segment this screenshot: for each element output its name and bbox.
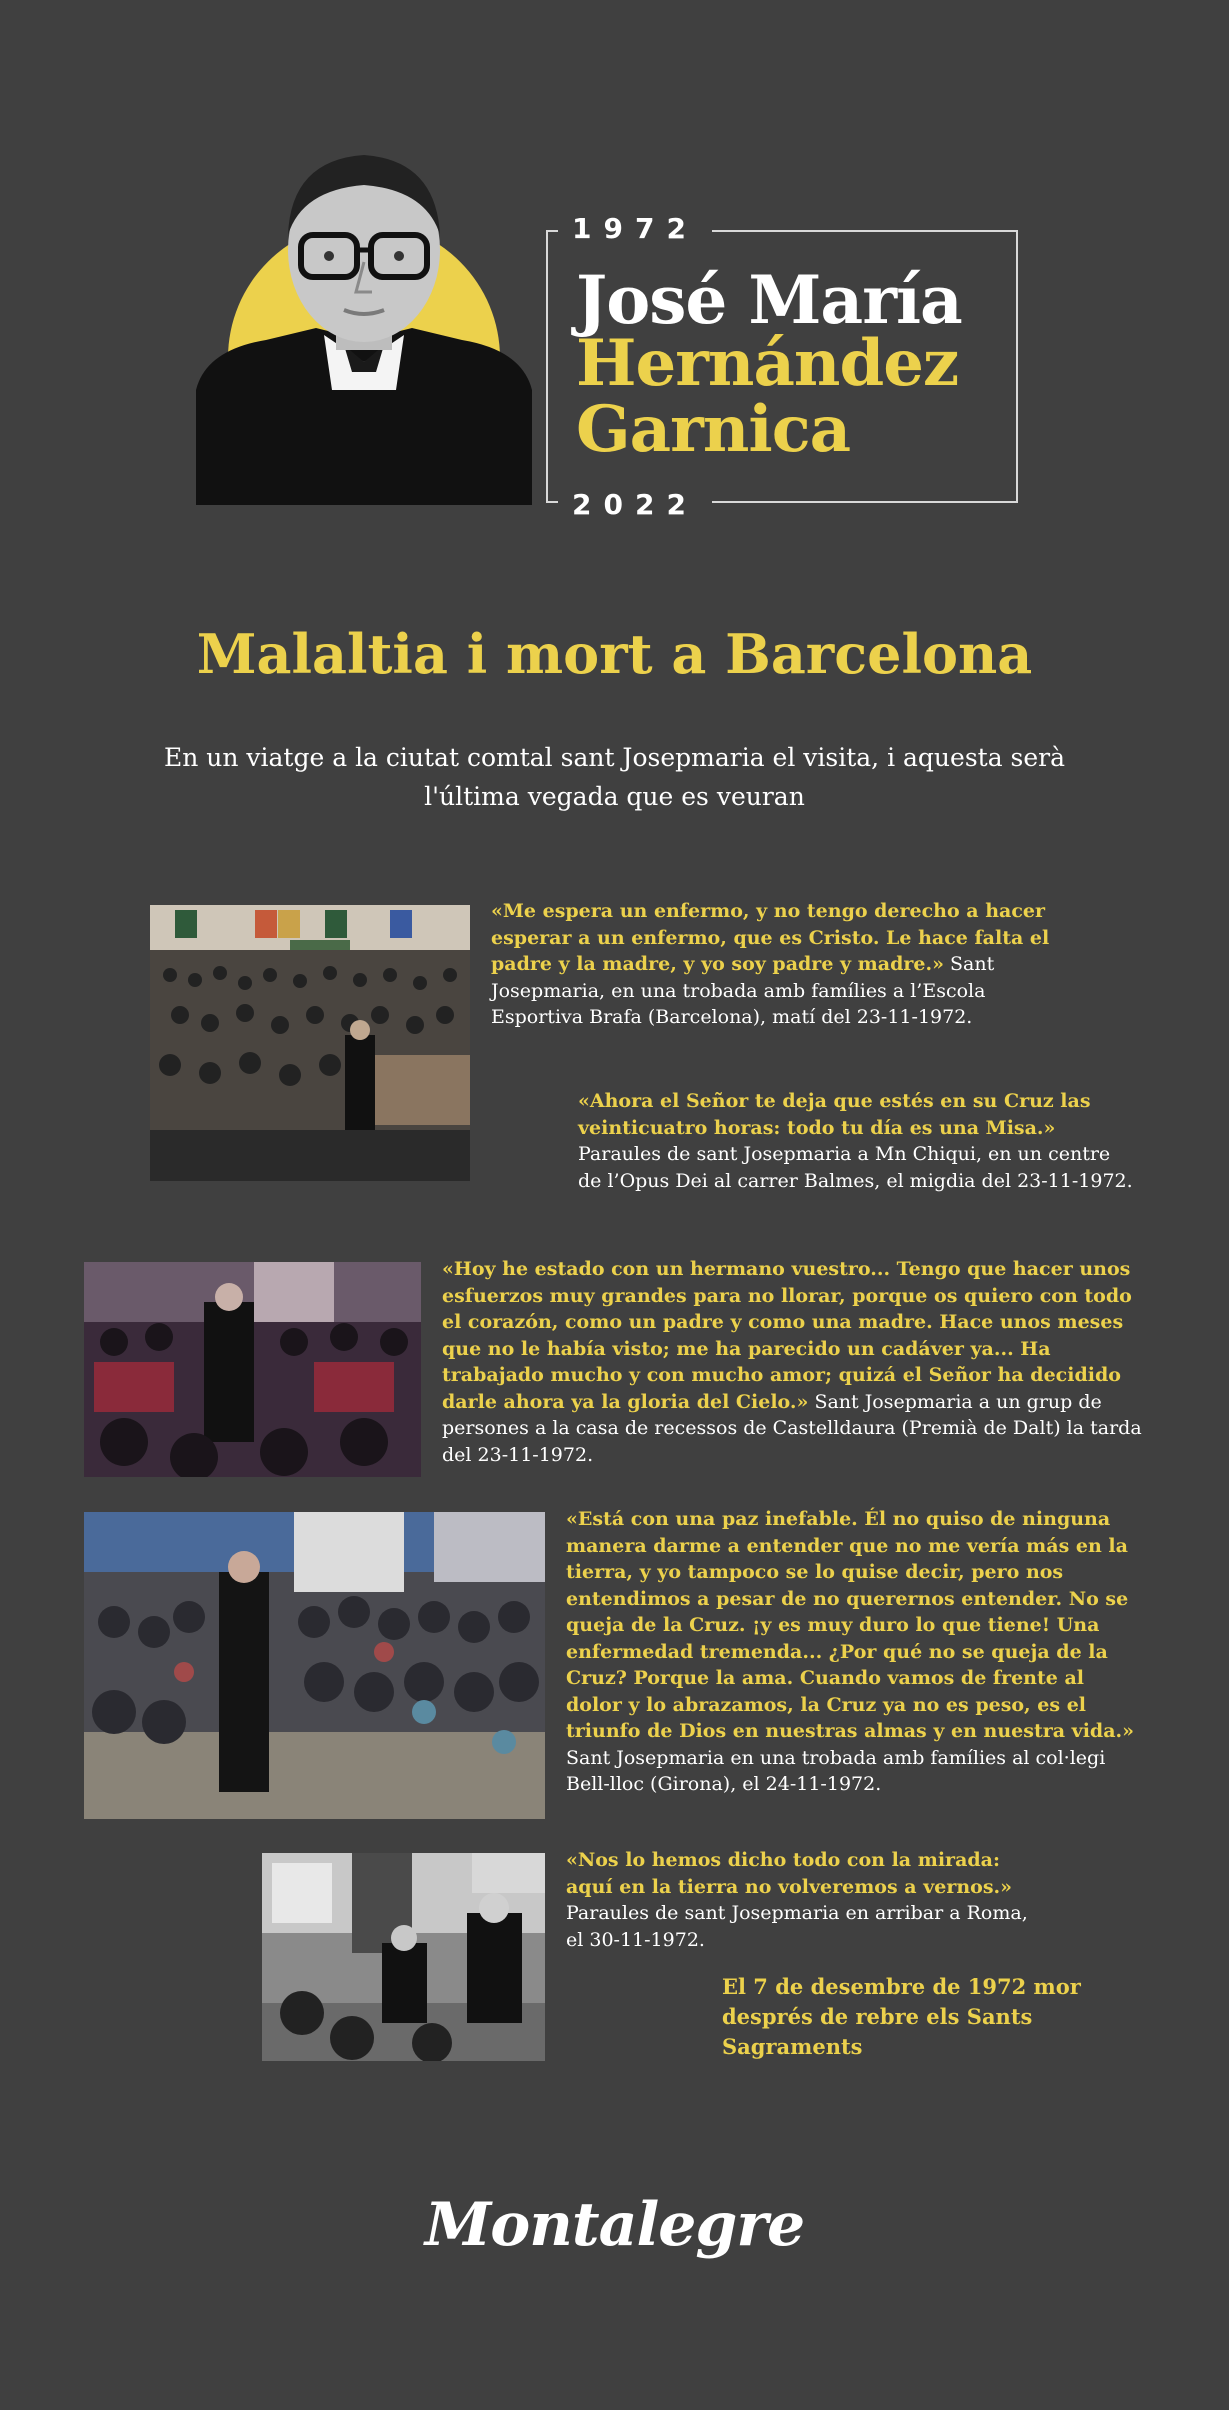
quote-4 — [566, 1506, 1136, 1798]
photo-castelldaura — [84, 1262, 421, 1477]
portrait — [196, 140, 532, 505]
quote-3-attribution: Sant Josepmaria a un grup de persones a la casa de recessos de Castelldaura (Premià de Dalt) la tarda del 23-11-1972. — [442, 1390, 1142, 1466]
quote-4-attribution: Sant Josepmaria en una trobada amb famílies al col·legi Bell-lloc (Girona), el 24-11-1972. — [566, 1746, 1106, 1795]
year-start: 1972 — [558, 212, 712, 245]
quote-5-text: «Nos lo hemos dicho todo con la mirada: aquí en la tierra no volveremos a vernos.» — [566, 1849, 1013, 1898]
quote-5 — [566, 1847, 1046, 1953]
photo-rome — [262, 1853, 545, 2061]
subtitle: En un viatge a la ciutat comtal sant Josepmaria el visita, i aquesta serà l'última vegada que es veuran — [163, 743, 1066, 811]
quote-2-attribution: Paraules de sant Josepmaria a Mn Chiqui, en un centre de l’Opus Dei al carrer Balmes, el migdia del 23-11-1972. — [578, 1143, 1133, 1192]
final-note: El 7 de desembre de 1972 mor després de rebre els Sants Sagraments — [722, 1974, 1081, 2059]
quote-4-text: «Está con una paz inefable. Él no quiso de ninguna manera darme a entender que no me vería más en la tierra, y yo tampoco se lo quise decir, pero nos entendimos a pesar de no querernos entender. No se queja de la Cruz. ¡y es muy duro lo que tiene! Una enfermedad tremenda... ¿Por qué no se queja de la Cruz? Porque la ama. Cuando vamos de frente al dolor y lo abrazamos, la Cruz ya no es peso, es el triunfo de Dios en nuestras almas y en nuestra vida.» — [566, 1508, 1134, 1742]
year-end: 2022 — [558, 488, 712, 521]
quote-1-attribution: Sant Josepmaria, en una trobada amb famílies a l’Escola Esportiva Brafa (Barcelona), matí del 23-11-1972. — [491, 953, 995, 1028]
quote-3 — [442, 1256, 1142, 1468]
photo-bell-lloc — [84, 1512, 545, 1819]
title-box — [546, 212, 1018, 521]
section-title: Malaltia i mort a Barcelona — [196, 622, 1033, 686]
quote-3-text: «Hoy he estado con un hermano vuestro... Tengo que hacer unos esfuerzos muy grandes para no llorar, porque os quiero con todo el corazón, como un padre y como una madre. Hace unos meses que no le había visto; me ha parecido un cadáver ya... Ha trabajado mucho y con mucho amor; quizá el Señor ha decidido darle ahora ya la gloria del Cielo.» — [442, 1258, 1132, 1413]
name-surname-1: Hernández — [576, 326, 959, 401]
photo-brafa-gathering — [150, 905, 470, 1181]
name-surname-2: Garnica — [576, 392, 851, 467]
quote-2-text: «Ahora el Señor te deja que estés en su Cruz las veinticuatro horas: todo tu día es una Misa.» — [578, 1090, 1091, 1139]
montalegre-logo: Montalegre — [424, 2190, 805, 2260]
quote-2 — [578, 1088, 1138, 1194]
portrait-photo — [196, 140, 532, 505]
quote-5-attribution: Paraules de sant Josepmaria en arribar a Roma, el 30-11-1972. — [566, 1902, 1028, 1951]
quote-1-text: «Me espera un enfermo, y no tengo derecho a hacer esperar a un enfermo, que es Cristo. Le hace falta el padre y la madre, y yo soy padre y madre.» — [491, 900, 1050, 975]
quote-1 — [491, 898, 1051, 1031]
name-first: José María — [576, 261, 962, 339]
